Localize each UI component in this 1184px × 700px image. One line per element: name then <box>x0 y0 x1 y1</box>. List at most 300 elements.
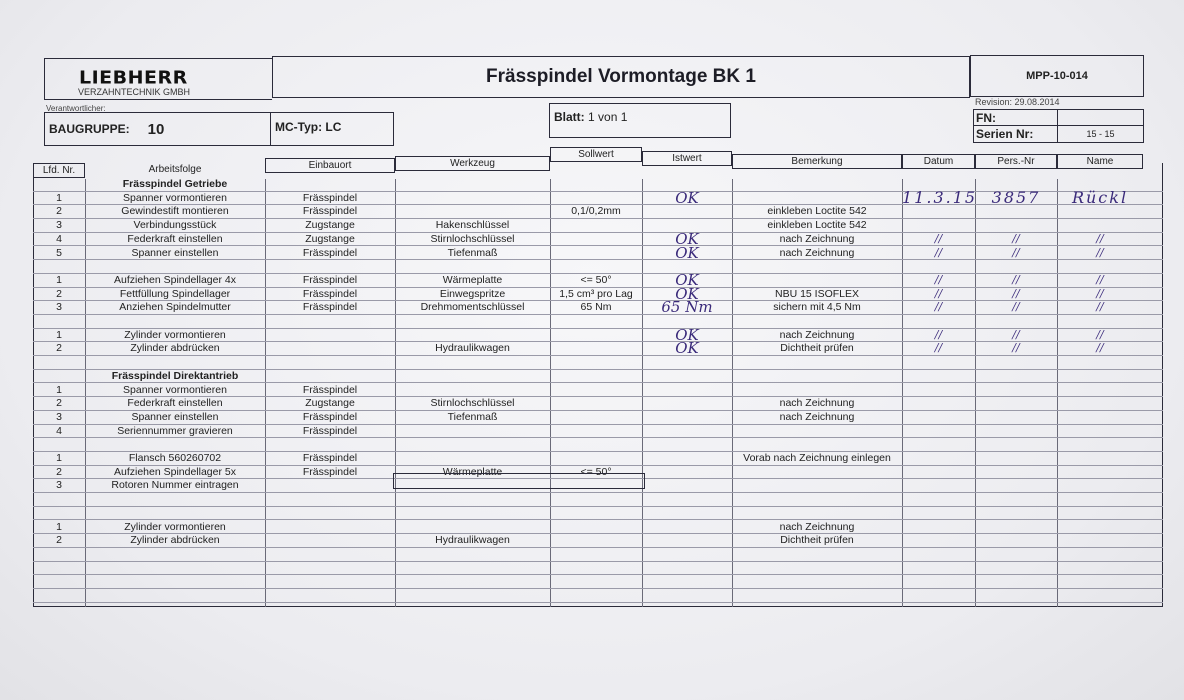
cell-name[interactable]: // <box>1096 300 1104 314</box>
cell-werkzeug[interactable] <box>395 438 550 452</box>
cell-pers-nr[interactable] <box>975 205 1057 219</box>
cell-sollwert[interactable] <box>550 438 642 452</box>
cell-sollwert[interactable]: 65 Nm <box>580 301 612 314</box>
cell-pers-nr[interactable] <box>975 466 1057 480</box>
cell-lfd-nr[interactable]: 2 <box>56 287 62 300</box>
cell-sollwert[interactable] <box>550 356 642 370</box>
cell-name[interactable] <box>1057 260 1143 274</box>
cell-datum[interactable] <box>902 205 975 219</box>
cell-name[interactable]: // <box>1096 341 1104 355</box>
cell-arbeitsfolge[interactable] <box>85 438 265 452</box>
cell-pers-nr[interactable] <box>975 575 1057 589</box>
cell-datum[interactable]: // <box>934 341 943 355</box>
cell-sollwert[interactable] <box>550 384 642 398</box>
cell-istwert[interactable] <box>642 575 732 589</box>
cell-sollwert[interactable] <box>550 233 642 247</box>
cell-sollwert[interactable]: <= 50° <box>580 273 612 286</box>
cell-datum[interactable] <box>902 370 975 384</box>
cell-istwert[interactable] <box>642 521 732 535</box>
cell-pers-nr[interactable]: // <box>1012 300 1020 314</box>
cell-lfd-nr[interactable] <box>33 548 85 562</box>
cell-lfd-nr[interactable]: 4 <box>56 424 62 437</box>
cell-werkzeug[interactable]: Tiefenmaß <box>447 246 498 259</box>
cell-datum[interactable] <box>902 425 975 439</box>
cell-lfd-nr[interactable] <box>33 575 85 589</box>
cell-datum[interactable] <box>902 479 975 493</box>
cell-lfd-nr[interactable]: 1 <box>56 452 62 464</box>
cell-name[interactable] <box>1057 425 1143 439</box>
cell-arbeitsfolge[interactable]: Gewindestift montieren <box>121 205 229 218</box>
cell-istwert[interactable] <box>642 479 732 493</box>
cell-einbauort[interactable] <box>265 493 395 507</box>
cell-istwert[interactable] <box>642 589 732 603</box>
cell-einbauort[interactable]: Frässpindel <box>302 287 358 300</box>
cell-datum[interactable] <box>902 260 975 274</box>
cell-werkzeug[interactable]: Einwegspritze <box>439 287 506 300</box>
cell-arbeitsfolge[interactable]: Zylinder abdrücken <box>130 342 220 355</box>
cell-name[interactable] <box>1057 534 1143 548</box>
cell-bemerkung[interactable]: Vorab nach Zeichnung einlegen <box>743 452 891 464</box>
cell-name[interactable] <box>1057 205 1143 219</box>
cell-istwert[interactable] <box>642 562 732 576</box>
cell-istwert[interactable]: 65 Nm <box>661 298 713 317</box>
cell-name[interactable]: // <box>1096 231 1104 245</box>
cell-datum[interactable]: // <box>934 327 943 341</box>
cell-istwert[interactable] <box>642 438 732 452</box>
cell-arbeitsfolge[interactable] <box>85 562 265 576</box>
cell-einbauort[interactable]: Zugstange <box>305 397 355 410</box>
cell-datum[interactable]: // <box>934 231 943 245</box>
cell-bemerkung[interactable] <box>732 425 902 439</box>
cell-einbauort[interactable]: Frässpindel <box>302 465 358 478</box>
cell-bemerkung[interactable]: nach Zeichnung <box>779 328 855 341</box>
cell-arbeitsfolge[interactable]: Seriennummer gravieren <box>117 424 233 437</box>
cell-lfd-nr[interactable] <box>33 178 85 192</box>
cell-werkzeug[interactable] <box>395 507 550 521</box>
cell-lfd-nr[interactable]: 3 <box>56 479 62 492</box>
cell-werkzeug[interactable] <box>395 493 550 507</box>
cell-bemerkung[interactable]: NBU 15 ISOFLEX <box>774 287 860 300</box>
cell-pers-nr[interactable] <box>975 479 1057 493</box>
cell-datum[interactable]: // <box>934 272 943 286</box>
cell-bemerkung[interactable] <box>732 438 902 452</box>
cell-einbauort[interactable] <box>265 575 395 589</box>
cell-datum[interactable] <box>902 493 975 507</box>
cell-arbeitsfolge[interactable]: Federkraft einstellen <box>127 397 223 410</box>
cell-name[interactable] <box>1057 315 1143 329</box>
cell-istwert[interactable] <box>642 397 732 411</box>
cell-datum[interactable] <box>902 534 975 548</box>
cell-arbeitsfolge[interactable]: Anziehen Spindelmutter <box>119 301 231 314</box>
cell-einbauort[interactable] <box>265 589 395 603</box>
blatt-box[interactable] <box>549 103 731 138</box>
cell-pers-nr[interactable]: // <box>1012 341 1020 355</box>
cell-istwert[interactable] <box>642 493 732 507</box>
cell-werkzeug[interactable] <box>395 425 550 439</box>
cell-werkzeug[interactable] <box>395 562 550 576</box>
cell-einbauort[interactable] <box>265 370 395 384</box>
cell-pers-nr[interactable] <box>975 521 1057 535</box>
cell-lfd-nr[interactable] <box>33 438 85 452</box>
cell-pers-nr[interactable] <box>975 356 1057 370</box>
cell-istwert[interactable] <box>642 205 732 219</box>
cell-werkzeug[interactable] <box>395 178 550 192</box>
cell-werkzeug[interactable]: Wärmeplatte <box>442 273 503 286</box>
cell-arbeitsfolge[interactable] <box>85 548 265 562</box>
cell-bemerkung[interactable] <box>732 315 902 329</box>
cell-bemerkung[interactable]: Dichtheit prüfen <box>780 534 854 547</box>
cell-arbeitsfolge[interactable] <box>85 260 265 274</box>
cell-einbauort[interactable]: Frässpindel <box>302 301 358 314</box>
cell-sollwert[interactable] <box>550 260 642 274</box>
serien-row[interactable] <box>974 126 1143 142</box>
cell-einbauort[interactable]: Frässpindel <box>302 273 358 286</box>
cell-bemerkung[interactable] <box>732 589 902 603</box>
cell-name[interactable] <box>1057 219 1143 233</box>
cell-name[interactable]: Rückl <box>1071 187 1129 207</box>
cell-lfd-nr[interactable]: 1 <box>56 520 62 533</box>
cell-werkzeug[interactable]: Hydraulikwagen <box>435 342 510 355</box>
cell-sollwert[interactable] <box>550 315 642 329</box>
cell-bemerkung[interactable] <box>732 274 902 288</box>
cell-sollwert[interactable] <box>550 219 642 233</box>
cell-arbeitsfolge[interactable]: Frässpindel Getriebe <box>122 178 228 190</box>
cell-istwert[interactable] <box>642 452 732 466</box>
cell-istwert[interactable]: OK <box>675 188 699 207</box>
cell-arbeitsfolge[interactable]: Rotoren Nummer eintragen <box>111 479 239 492</box>
cell-bemerkung[interactable] <box>732 507 902 521</box>
cell-lfd-nr[interactable]: 5 <box>56 246 62 259</box>
cell-pers-nr[interactable]: // <box>1012 286 1020 300</box>
cell-lfd-nr[interactable]: 2 <box>56 397 62 410</box>
cell-istwert[interactable]: OK <box>675 325 699 344</box>
cell-bemerkung[interactable] <box>732 562 902 576</box>
cell-pers-nr[interactable] <box>975 370 1057 384</box>
cell-name[interactable] <box>1057 438 1143 452</box>
cell-name[interactable] <box>1057 411 1143 425</box>
cell-datum[interactable] <box>902 315 975 329</box>
cell-pers-nr[interactable] <box>975 507 1057 521</box>
cell-werkzeug[interactable] <box>395 575 550 589</box>
cell-pers-nr[interactable] <box>975 397 1057 411</box>
cell-datum[interactable] <box>902 589 975 603</box>
cell-sollwert[interactable] <box>550 575 642 589</box>
cell-pers-nr[interactable] <box>975 384 1057 398</box>
cell-name[interactable] <box>1057 384 1143 398</box>
cell-lfd-nr[interactable] <box>33 493 85 507</box>
cell-arbeitsfolge[interactable]: Zylinder vormontieren <box>124 328 226 341</box>
cell-einbauort[interactable]: Frässpindel <box>302 410 358 423</box>
cell-werkzeug[interactable] <box>395 192 550 206</box>
mc-typ-field[interactable] <box>271 113 393 145</box>
cell-werkzeug[interactable] <box>395 548 550 562</box>
cell-pers-nr[interactable]: // <box>1012 327 1020 341</box>
cell-bemerkung[interactable] <box>732 384 902 398</box>
cell-werkzeug[interactable] <box>395 384 550 398</box>
cell-werkzeug[interactable] <box>395 260 550 274</box>
cell-lfd-nr[interactable]: 2 <box>56 534 62 547</box>
cell-werkzeug[interactable] <box>395 521 550 535</box>
cell-datum[interactable] <box>902 219 975 233</box>
cell-sollwert[interactable] <box>550 589 642 603</box>
cell-einbauort[interactable] <box>265 315 395 329</box>
cell-name[interactable]: // <box>1096 272 1104 286</box>
cell-datum[interactable] <box>902 507 975 521</box>
cell-lfd-nr[interactable] <box>33 589 85 603</box>
cell-bemerkung[interactable] <box>732 466 902 480</box>
cell-lfd-nr[interactable]: 3 <box>56 410 62 423</box>
cell-name[interactable] <box>1057 507 1143 521</box>
cell-werkzeug[interactable]: Hydraulikwagen <box>435 534 510 547</box>
cell-pers-nr[interactable] <box>975 315 1057 329</box>
cell-arbeitsfolge[interactable]: Zylinder vormontieren <box>124 520 226 533</box>
cell-werkzeug[interactable]: Tiefenmaß <box>447 410 498 423</box>
cell-arbeitsfolge[interactable] <box>85 589 265 603</box>
cell-arbeitsfolge[interactable]: Frässpindel Direktantrieb <box>111 369 239 382</box>
cell-werkzeug[interactable] <box>395 356 550 370</box>
cell-name[interactable] <box>1057 493 1143 507</box>
cell-einbauort[interactable]: Frässpindel <box>302 424 358 437</box>
cell-datum[interactable]: // <box>934 245 943 259</box>
cell-pers-nr[interactable]: // <box>1012 245 1020 259</box>
cell-bemerkung[interactable]: sichern mit 4,5 Nm <box>773 301 861 314</box>
cell-istwert[interactable] <box>642 370 732 384</box>
cell-bemerkung[interactable]: nach Zeichnung <box>779 520 855 533</box>
cell-istwert[interactable]: OK <box>675 243 699 262</box>
cell-istwert[interactable]: OK <box>675 339 699 358</box>
cell-sollwert[interactable] <box>550 548 642 562</box>
cell-name[interactable] <box>1057 479 1143 493</box>
cell-bemerkung[interactable]: nach Zeichnung <box>779 246 855 259</box>
cell-einbauort[interactable] <box>265 534 395 548</box>
cell-arbeitsfolge[interactable] <box>85 575 265 589</box>
cell-name[interactable] <box>1057 589 1143 603</box>
cell-bemerkung[interactable] <box>732 548 902 562</box>
cell-bemerkung[interactable]: Dichtheit prüfen <box>780 342 854 355</box>
cell-arbeitsfolge[interactable] <box>85 356 265 370</box>
cell-pers-nr[interactable] <box>975 562 1057 576</box>
cell-istwert[interactable] <box>642 425 732 439</box>
cell-einbauort[interactable] <box>265 342 395 356</box>
cell-pers-nr[interactable] <box>975 493 1057 507</box>
cell-sollwert[interactable] <box>550 507 642 521</box>
cell-lfd-nr[interactable]: 1 <box>56 328 62 341</box>
cell-sollwert[interactable] <box>550 493 642 507</box>
cell-name[interactable] <box>1057 356 1143 370</box>
cell-sollwert[interactable]: 1,5 cm³ pro Lag <box>559 287 633 300</box>
cell-werkzeug[interactable] <box>395 370 550 384</box>
cell-einbauort[interactable] <box>265 178 395 192</box>
cell-einbauort[interactable]: Frässpindel <box>302 246 358 259</box>
cell-name[interactable] <box>1057 575 1143 589</box>
cell-einbauort[interactable]: Frässpindel <box>302 383 358 396</box>
cell-istwert[interactable]: OK <box>675 284 699 303</box>
cell-werkzeug[interactable]: Drehmomentschlüssel <box>420 301 525 314</box>
cell-pers-nr[interactable] <box>975 411 1057 425</box>
cell-lfd-nr[interactable] <box>33 356 85 370</box>
cell-istwert[interactable] <box>642 534 732 548</box>
cell-datum[interactable] <box>902 411 975 425</box>
cell-sollwert[interactable] <box>550 425 642 439</box>
cell-pers-nr[interactable] <box>975 219 1057 233</box>
cell-sollwert[interactable] <box>550 178 642 192</box>
cell-istwert[interactable] <box>642 507 732 521</box>
cell-istwert[interactable] <box>642 356 732 370</box>
cell-einbauort[interactable]: Frässpindel <box>302 205 358 218</box>
cell-bemerkung[interactable]: einkleben Loctite 542 <box>767 219 867 232</box>
cell-lfd-nr[interactable]: 2 <box>56 205 62 218</box>
cell-lfd-nr[interactable]: 3 <box>56 301 62 314</box>
cell-pers-nr[interactable] <box>975 260 1057 274</box>
cell-datum[interactable] <box>902 548 975 562</box>
cell-einbauort[interactable] <box>265 356 395 370</box>
cell-einbauort[interactable] <box>265 479 395 493</box>
cell-pers-nr[interactable] <box>975 452 1057 466</box>
cell-datum[interactable] <box>902 521 975 535</box>
cell-name[interactable]: // <box>1096 245 1104 259</box>
cell-name[interactable]: // <box>1096 286 1104 300</box>
cell-bemerkung[interactable]: einkleben Loctite 542 <box>767 205 867 218</box>
cell-bemerkung[interactable] <box>732 260 902 274</box>
cell-istwert[interactable]: OK <box>675 229 699 248</box>
cell-bemerkung[interactable] <box>732 370 902 384</box>
cell-werkzeug[interactable]: Stirnlochschlüssel <box>430 232 515 245</box>
cell-einbauort[interactable] <box>265 438 395 452</box>
cell-sollwert[interactable]: <= 50° <box>580 465 612 478</box>
baugruppe-field[interactable] <box>45 113 271 145</box>
cell-datum[interactable]: // <box>934 300 943 314</box>
cell-sollwert[interactable] <box>550 370 642 384</box>
cell-arbeitsfolge[interactable] <box>85 315 265 329</box>
cell-datum[interactable] <box>902 356 975 370</box>
fn-row[interactable] <box>974 110 1143 126</box>
cell-einbauort[interactable] <box>265 260 395 274</box>
cell-lfd-nr[interactable] <box>33 315 85 329</box>
cell-einbauort[interactable]: Zugstange <box>305 219 355 232</box>
cell-sollwert[interactable] <box>550 192 642 206</box>
cell-sollwert[interactable] <box>550 342 642 356</box>
cell-sollwert[interactable] <box>550 397 642 411</box>
cell-bemerkung[interactable] <box>732 575 902 589</box>
cell-arbeitsfolge[interactable]: Flansch 560260702 <box>128 452 222 464</box>
cell-lfd-nr[interactable] <box>33 260 85 274</box>
cell-name[interactable] <box>1057 370 1143 384</box>
cell-pers-nr[interactable]: // <box>1012 272 1020 286</box>
cell-werkzeug[interactable] <box>395 205 550 219</box>
cell-datum[interactable] <box>902 397 975 411</box>
cell-arbeitsfolge[interactable]: Zylinder abdrücken <box>130 534 220 547</box>
cell-einbauort[interactable] <box>265 521 395 535</box>
cell-lfd-nr[interactable]: 1 <box>56 191 62 204</box>
cell-pers-nr[interactable] <box>975 548 1057 562</box>
cell-bemerkung[interactable]: nach Zeichnung <box>779 410 855 423</box>
cell-werkzeug[interactable]: Stirnlochschlüssel <box>430 397 515 410</box>
cell-werkzeug[interactable] <box>395 329 550 343</box>
cell-datum[interactable] <box>902 562 975 576</box>
cell-datum[interactable] <box>902 466 975 480</box>
cell-datum[interactable]: 11.3.15 <box>902 187 978 207</box>
cell-datum[interactable]: // <box>934 286 943 300</box>
cell-einbauort[interactable] <box>265 507 395 521</box>
cell-arbeitsfolge[interactable]: Spanner vormontieren <box>123 383 227 396</box>
cell-name[interactable] <box>1057 452 1143 466</box>
cell-arbeitsfolge[interactable]: Fettfüllung Spindellager <box>119 287 231 300</box>
cell-datum[interactable] <box>902 575 975 589</box>
cell-bemerkung[interactable] <box>732 192 902 206</box>
cell-werkzeug[interactable] <box>395 452 550 466</box>
cell-lfd-nr[interactable]: 3 <box>56 219 62 232</box>
cell-pers-nr[interactable] <box>975 589 1057 603</box>
cell-pers-nr[interactable]: // <box>1012 231 1020 245</box>
cell-arbeitsfolge[interactable] <box>85 507 265 521</box>
cell-einbauort[interactable] <box>265 562 395 576</box>
cell-istwert[interactable] <box>642 548 732 562</box>
cell-sollwert[interactable] <box>550 329 642 343</box>
cell-lfd-nr[interactable] <box>33 370 85 384</box>
cell-arbeitsfolge[interactable]: Federkraft einstellen <box>127 232 223 245</box>
cell-pers-nr[interactable] <box>975 438 1057 452</box>
cell-name[interactable] <box>1057 548 1143 562</box>
cell-arbeitsfolge[interactable] <box>85 493 265 507</box>
cell-sollwert[interactable] <box>550 411 642 425</box>
cell-sollwert[interactable] <box>550 521 642 535</box>
cell-arbeitsfolge[interactable]: Aufziehen Spindellager 5x <box>113 465 236 478</box>
cell-istwert[interactable]: OK <box>675 270 699 289</box>
cell-name[interactable] <box>1057 562 1143 576</box>
cell-pers-nr[interactable] <box>975 425 1057 439</box>
cell-werkzeug[interactable] <box>395 589 550 603</box>
cell-lfd-nr[interactable]: 1 <box>56 383 62 396</box>
cell-arbeitsfolge[interactable]: Spanner einstellen <box>131 410 219 423</box>
cell-istwert[interactable] <box>642 384 732 398</box>
marked-input-field[interactable] <box>393 473 645 489</box>
cell-lfd-nr[interactable]: 4 <box>56 232 62 245</box>
cell-name[interactable] <box>1057 521 1143 535</box>
cell-bemerkung[interactable] <box>732 479 902 493</box>
cell-istwert[interactable] <box>642 466 732 480</box>
cell-lfd-nr[interactable]: 2 <box>56 342 62 355</box>
cell-werkzeug[interactable]: Wärmeplatte <box>442 465 503 478</box>
cell-einbauort[interactable] <box>265 329 395 343</box>
cell-name[interactable] <box>1057 466 1143 480</box>
cell-bemerkung[interactable] <box>732 493 902 507</box>
cell-einbauort[interactable] <box>265 548 395 562</box>
cell-lfd-nr[interactable]: 2 <box>56 465 62 478</box>
cell-sollwert[interactable] <box>550 534 642 548</box>
cell-pers-nr[interactable] <box>975 534 1057 548</box>
cell-bemerkung[interactable]: nach Zeichnung <box>779 232 855 245</box>
cell-lfd-nr[interactable] <box>33 562 85 576</box>
cell-einbauort[interactable]: Frässpindel <box>302 191 358 204</box>
cell-sollwert[interactable] <box>550 452 642 466</box>
cell-arbeitsfolge[interactable]: Aufziehen Spindellager 4x <box>113 273 236 286</box>
cell-datum[interactable] <box>902 452 975 466</box>
cell-einbauort[interactable]: Zugstange <box>305 232 355 245</box>
cell-datum[interactable] <box>902 384 975 398</box>
cell-bemerkung[interactable] <box>732 356 902 370</box>
cell-bemerkung[interactable] <box>732 178 902 192</box>
cell-werkzeug[interactable] <box>395 315 550 329</box>
cell-sollwert[interactable] <box>550 562 642 576</box>
cell-arbeitsfolge[interactable]: Spanner einstellen <box>131 246 219 259</box>
cell-sollwert[interactable] <box>550 247 642 261</box>
cell-sollwert[interactable]: 0,1/0,2mm <box>571 205 621 218</box>
cell-pers-nr[interactable]: 3857 <box>991 187 1041 207</box>
cell-bemerkung[interactable]: nach Zeichnung <box>779 397 855 410</box>
cell-einbauort[interactable]: Frässpindel <box>302 452 358 464</box>
cell-datum[interactable] <box>902 438 975 452</box>
cell-name[interactable]: // <box>1096 327 1104 341</box>
